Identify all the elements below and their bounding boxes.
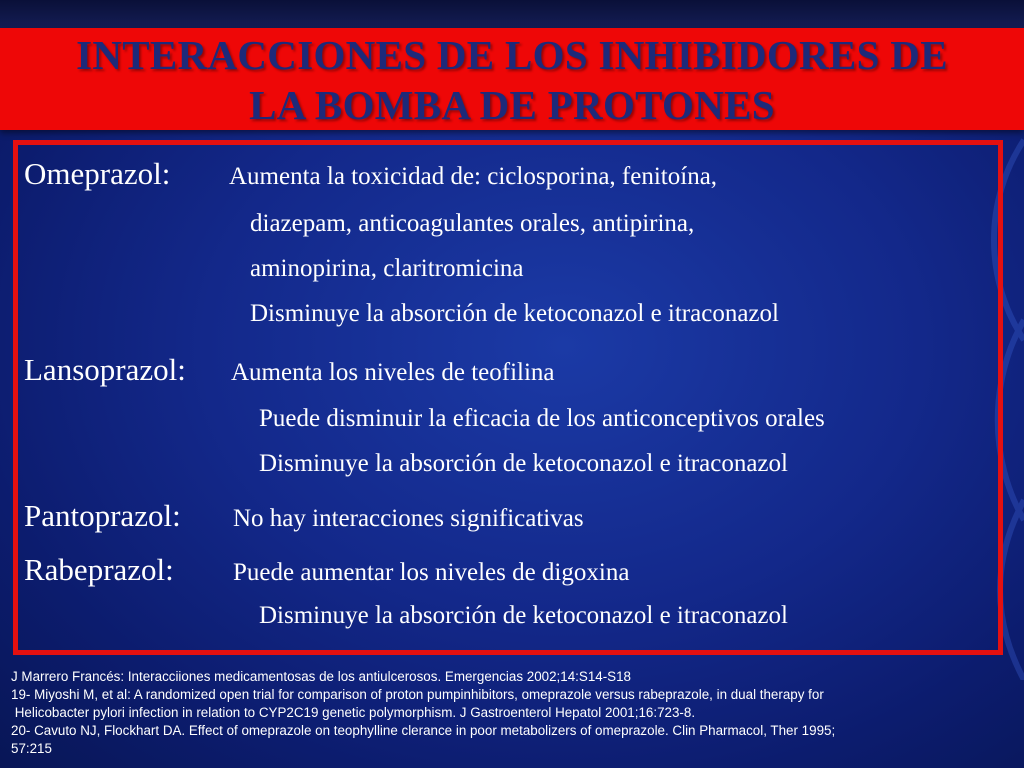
top-dark-strip bbox=[0, 0, 1024, 28]
drug-effect: Puede aumentar los niveles de digoxina bbox=[233, 559, 630, 586]
drug-name: Pantoprazol: bbox=[24, 498, 181, 533]
reference-line: 19- Miyoshi M, et al: A randomized open trial for comparison of proton pumpinhibitors, omeprazole versus rabeprazole, in dual therapy for bbox=[11, 687, 824, 702]
drug-effect: Puede disminuir la eficacia de los anticonceptivos orales bbox=[259, 405, 825, 432]
drug-effect: Disminuye la absorción de ketoconazol e itraconazol bbox=[259, 450, 788, 477]
references bbox=[11, 668, 1011, 758]
slide-title-line-2: LA BOMBA DE PROTONES bbox=[249, 82, 775, 128]
drug-effect: Disminuye la absorción de ketoconazol e itraconazol bbox=[250, 300, 779, 327]
slide-title bbox=[0, 30, 1024, 130]
drug-name: Lansoprazol: bbox=[24, 352, 186, 387]
drug-name: Rabeprazol: bbox=[24, 552, 174, 587]
slide-title-line-1: INTERACCIONES DE LOS INHIBIDORES DE bbox=[76, 32, 948, 78]
drug-effect: diazepam, anticoagulantes orales, antipirina, bbox=[250, 210, 695, 237]
reference-line: Helicobacter pylori infection in relation to CYP2C19 genetic polymorphism. J Gastroenterol Hepatol 2001;16:723-8. bbox=[11, 705, 696, 720]
drug-effect: Aumenta la toxicidad de: ciclosporina, fenitoína, bbox=[229, 163, 718, 190]
reference-line: J Marrero Francés: Interacciiones medicamentosas de los antiulcerosos. Emergencias 2002;14:S14-S18 bbox=[11, 669, 631, 684]
drug-effect: aminopirina, claritromicina bbox=[250, 255, 524, 282]
drug-effect: Aumenta los niveles de teofilina bbox=[231, 359, 555, 386]
drug-effect: No hay interacciones significativas bbox=[233, 505, 584, 532]
drug-effect: Disminuye la absorción de ketoconazol e itraconazol bbox=[259, 602, 788, 629]
drug-name: Omeprazol: bbox=[24, 156, 171, 191]
reference-line: 20- Cavuto NJ, Flockhart DA. Effect of omeprazole on teophylline clerance in poor metabolizers of omeprazole. Clin Pharmacol, Ther 1995; bbox=[11, 723, 836, 738]
reference-line: 57:215 bbox=[11, 741, 52, 756]
